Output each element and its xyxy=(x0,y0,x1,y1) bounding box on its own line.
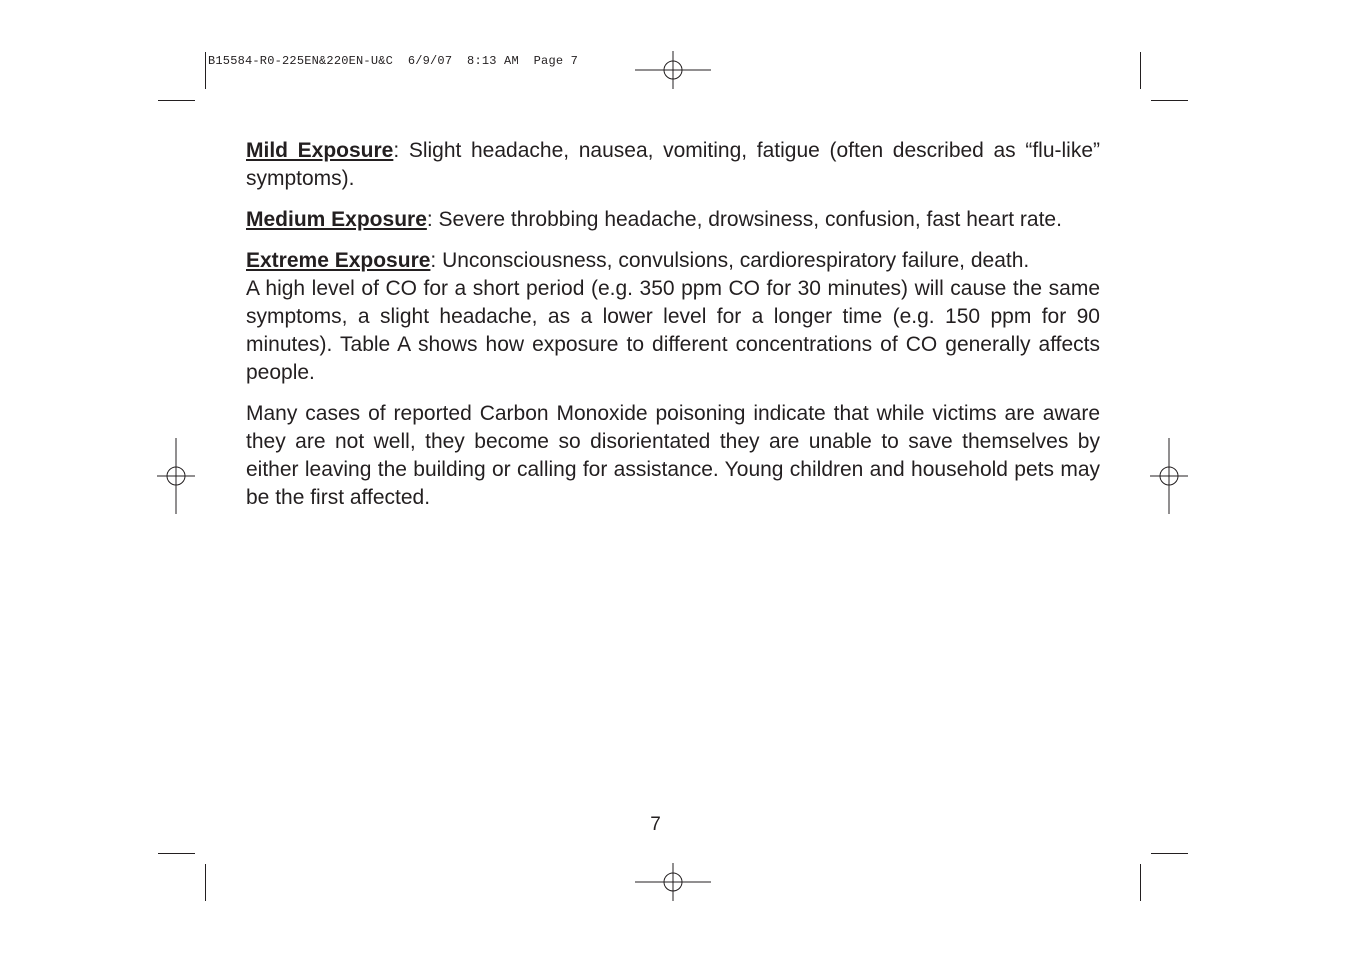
extreme-exposure-text: : Unconsciousness, convulsions, cardiorespiratory failure, death. xyxy=(430,249,1030,272)
medium-exposure-paragraph xyxy=(246,206,1100,234)
document-body xyxy=(246,137,1100,525)
medium-exposure-term: Medium Exposure xyxy=(246,208,427,231)
extreme-exposure-term: Extreme Exposure xyxy=(246,249,431,272)
mild-exposure-text: : Slight headache, nausea, vomiting, fatigue (often described as “flu-like” symptoms). xyxy=(246,139,1100,190)
mild-exposure-paragraph xyxy=(246,137,1100,193)
crop-mark-top-right-horizontal xyxy=(1151,100,1188,101)
crop-mark-top-left-horizontal xyxy=(158,100,195,101)
crop-mark-bottom-left-vertical xyxy=(205,864,206,901)
crop-mark-top-left-vertical xyxy=(205,52,206,89)
medium-exposure-text: : Severe throbbing headache, drowsiness, confusion, fast heart rate. xyxy=(426,208,1062,231)
crop-mark-bottom-right-horizontal xyxy=(1151,853,1188,854)
crop-mark-bottom-right-vertical xyxy=(1140,864,1141,901)
exposure-explanation-text: A high level of CO for a short period (e.g. 350 ppm CO for 30 minutes) will cause the same symptoms, a slight headache, as a lower level for a longer time (e.g. 150 ppm for 90 minutes). Table A shows how exposure to different concentrations of CO generally affects people. xyxy=(246,277,1100,384)
print-slug: B15584-R0-225EN&220EN-U&C 6/9/07 8:13 AM Page 7 xyxy=(208,54,579,68)
page-number: 7 xyxy=(650,814,661,835)
crop-mark-top-right-vertical xyxy=(1140,52,1141,89)
poisoning-cases-paragraph: Many cases of reported Carbon Monoxide poisoning indicate that while victims are aware they are not well, they become so disorientated they are unable to save themselves by either leaving the building or calling for assistance. Young children and household pets may be the first affected. xyxy=(246,402,1100,509)
crop-mark-bottom-left-horizontal xyxy=(158,853,195,854)
extreme-exposure-paragraph xyxy=(246,247,1100,387)
mild-exposure-term: Mild Exposure xyxy=(246,139,394,162)
